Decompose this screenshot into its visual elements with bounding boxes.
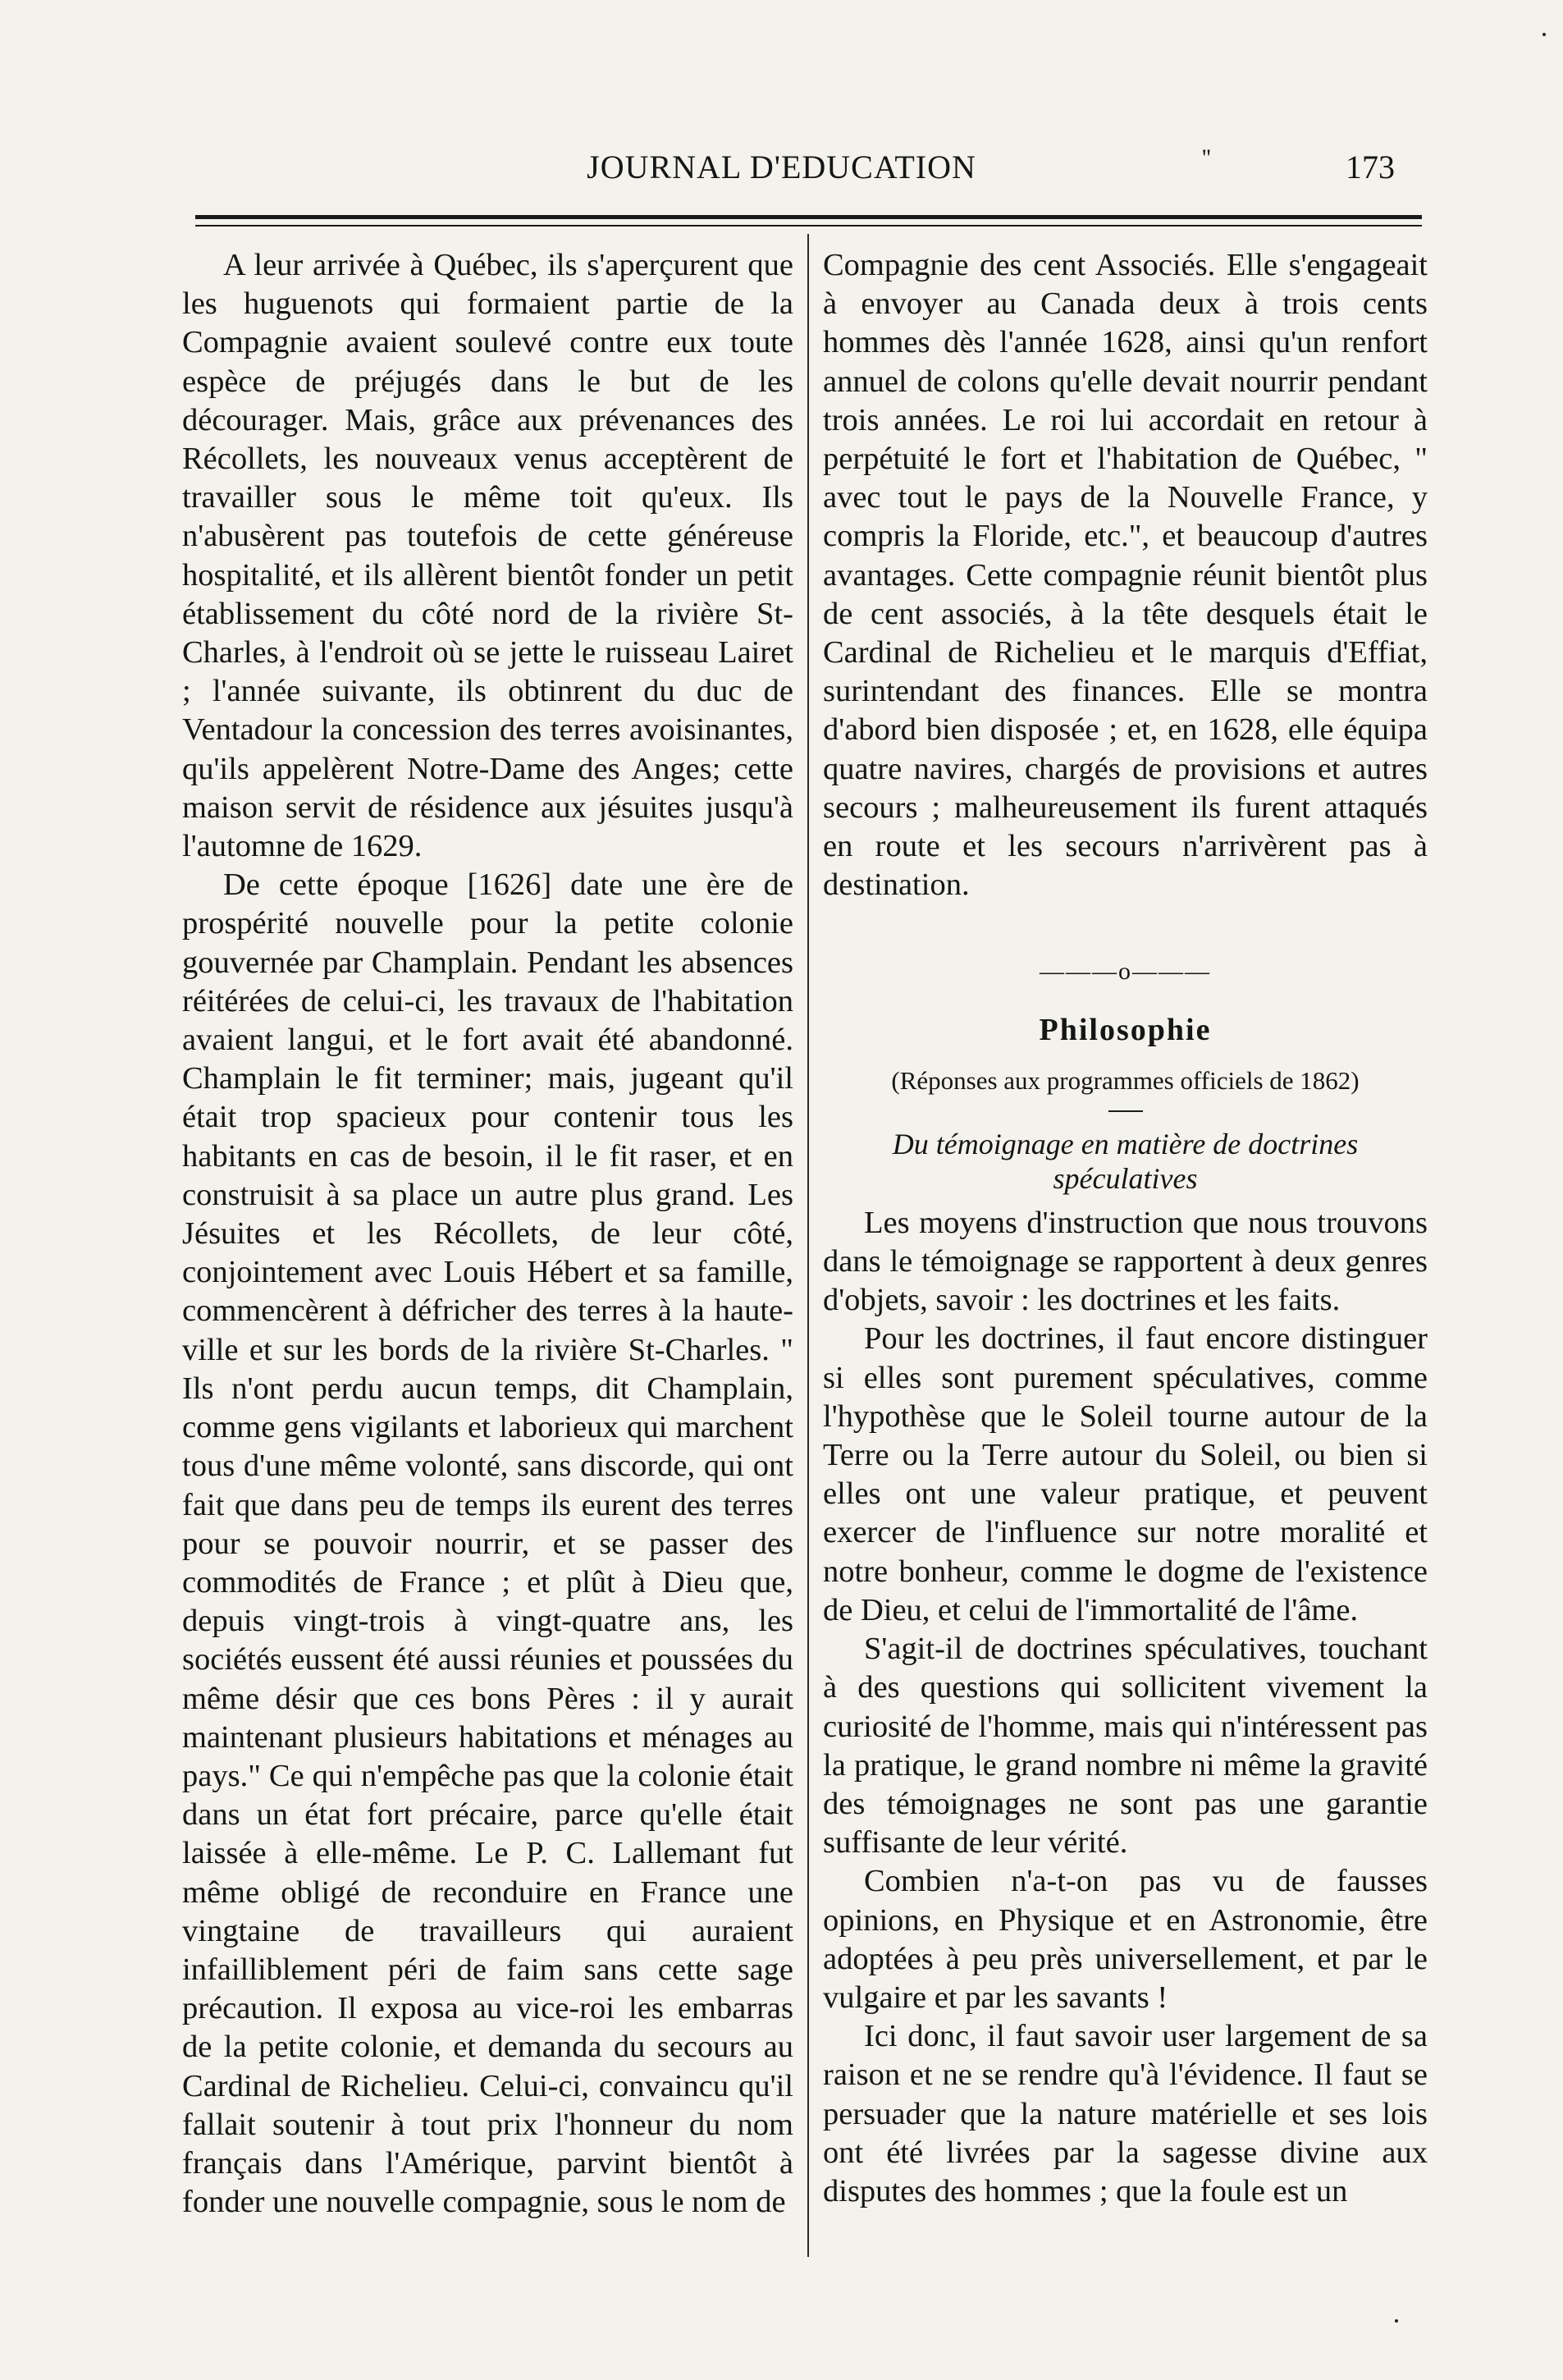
left-paragraph-1: A leur arrivée à Québec, ils s'aperçurent que les huguenots qui formaient partie de la Compagnie avaient soulevé contre eux toute espèce de préjugés dans le but de les décourager. Mais, grâce aux prévenances des Récollets, les nouveaux venus acceptèrent de travailler sous le même toit qu'eux. Ils n'abusèrent pas toutefois de cette généreuse hospitalité, et ils allèrent bientôt fonder un petit établissement du côté nord de la rivière St-Charles, à l'endroit où se jette le ruisseau Lairet ; l'année suivante, ils obtinrent du duc de Ventadour la concession des terres avoisinantes, qu'ils appelèrent Notre-Dame des Anges; cette maison servit de résidence aux jésuites jusqu'à l'automne de 1629. [182,248,793,864]
right-continuation: Compagnie des cent Associés. Elle s'engageait à envoyer au Canada deux à trois cents hommes dès l'année 1628, ainsi qu'un renfort annuel de colons qu'elle devait nourrir pendant trois années. Le roi lui accordait en retour à perpétuité le fort et l'habitation de Québec, " avec tout le pays de la Nouvelle France, y compris la Floride, etc.", et beaucoup d'autres avantages. Cette compagnie réunit bientôt plus de cent associés, à la tête desquels était le Cardinal de Richelieu et le marquis d'Effiat, surintendant des finances. Elle se montra d'abord bien disposée ; et, en 1628, elle équipa quatre navires, chargés de provisions et autres secours ; malheureusement ils furent attaqués en route et les secours n'arrivèrent pas à destination. [823,248,1428,903]
running-title: JOURNAL D'EDUCATION [587,149,976,185]
scan-speck [1542,33,1546,36]
right-paragraph-2: Pour les doctrines, il faut encore distinguer si elles sont purement spéculatives, comme l'hypothèse que le Soleil tourne autour de la Terre ou la Terre autour du Soleil, ou bien si elles ont une valeur pratique, et peuvent exercer de l'influence sur notre moralité et notre bonheur, comme le dogme de l'existence de Dieu, et celui de l'immortalité de l'âme. [823,1321,1428,1627]
right-column [823,246,1428,2211]
section-note: (Réponses aux programmes officiels de 1862) [891,1065,1360,1095]
section-title: Philosophie [1039,1012,1212,1047]
right-paragraph-3: S'agit-il de doctrines spéculatives, touchant à des questions qui sollicitent vivement la curiosité de l'homme, mais qui n'intéressent pas la pratique, le grand nombre ni même la gravité des témoignages ne sont pas une garantie suffisante de leur vérité. [823,1632,1428,1861]
right-paragraph-1: Les moyens d'instruction que nous trouvons dans le témoignage se rapportent à deux genres d'objets, savoir : les doctrines et les faits. [823,1205,1428,1318]
page-number: 173 [1346,149,1395,185]
column-divider [807,234,809,2257]
header-rule-thick [195,215,1422,219]
header-rule-thin [195,225,1422,227]
short-rule [1108,1110,1143,1112]
right-paragraph-4: Combien n'a-t-on pas vu de fausses opinions, en Physique et en Astronomie, être adoptées à peu près universellement, et par le vulgaire et par les savants ! [823,1864,1428,2015]
left-paragraph-2: De cette époque [1626] date une ère de prospérité nouvelle pour la petite colonie gouvernée par Champlain. Pendant les absences réitérées de celui-ci, les travaux de l'habitation avaient langui, et le fort avait été abandonné. Champlain le fit terminer; mais, jugeant qu'il était trop spacieux pour contenir tous les habitants en cas de besoin, il le fit raser, et en construisit à sa place un autre plus grand. Les Jésuites et les Récollets, de leur côté, conjointement avec Louis Hébert et sa famille, commencèrent à défricher des terres à la haute-ville et sur les bords de la rivière St-Charles. " Ils n'ont perdu aucun temps, dit Champlain, comme gens vigilants et laborieux qui marchent tous d'une même volonté, sans discorde, qui ont fait que dans peu de temps ils eurent des terres pour se pouvoir nourrir, et se passer des commodités de France ; et plût à Dieu que, depuis vingt-trois à vingt-quatre ans, les sociétés eussent été aussi réunies et poussées du même désir que ces bons Pères : il y aurait maintenant plusieurs habitations et ménages au pays." Ce qui n'empêche pas que la colonie était dans un état fort précaire, parce qu'elle était laissée à elle-même. Le P. C. Lallemant fut même obligé de reconduire en France une vingtaine de travailleurs qui auraient infailliblement péri de faim sans cette sage précaution. Il exposa au vice-roi les embarras de la petite colonie, et demanda du secours au Cardinal de Richelieu. Celui-ci, convaincu qu'il fallait soutenir à tout prix l'honneur du nom français dans l'Amérique, parvint bientôt à fonder une nouvelle compagnie, sous le nom de [182,867,793,2220]
separator-glyph: o [1118,958,1132,986]
left-column [182,246,793,2222]
section-separator: ———o——— [1040,958,1211,986]
right-paragraph-5: Ici donc, il faut savoir user largement de sa raison et ne se rendre qu'à l'évidence. Il faut se persuader que la nature matérielle et ses lois ont été livrées par la sagesse divine aux disputes des hommes ; que la foule est un [823,2019,1428,2208]
header-mark: '' [1202,144,1211,172]
scan-speck [1395,2319,1398,2323]
article-subtitle: Du témoignage en matière de doctrines spéculatives [892,1127,1359,1195]
